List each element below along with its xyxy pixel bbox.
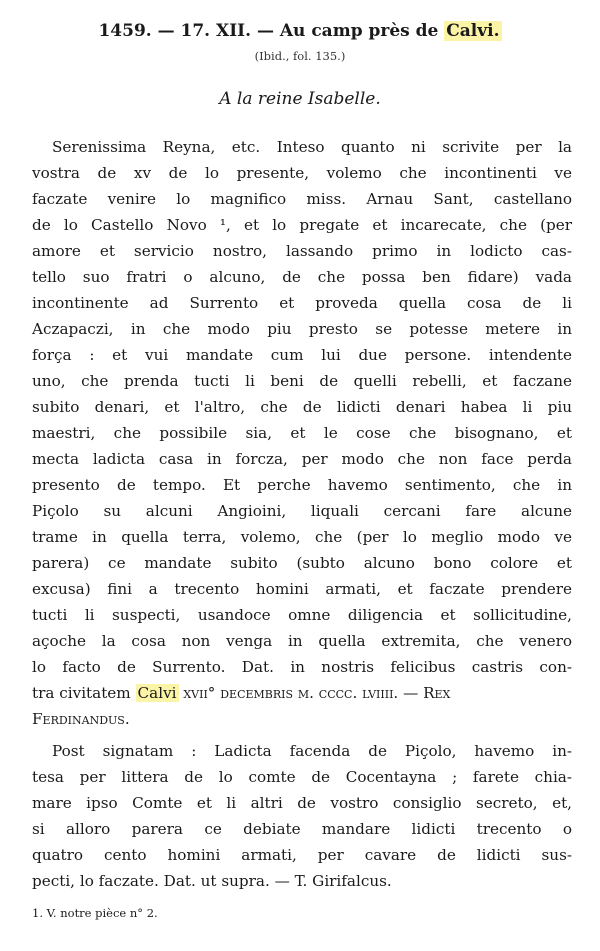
body-line: tucti li suspecti, usandoce omne diligencia et sollicitudine, (32, 606, 572, 624)
body-line: lo facto de Surrento. Dat. in nostris felicibus castris con- (32, 658, 572, 676)
postscript-line: tesa per littera de lo comte de Cocentayna ; farete chia- (32, 768, 572, 786)
body-line: Serenissima Reyna, etc. Inteso quanto ni scrivite per la (52, 138, 572, 156)
body-line: trame in quella terra, volemo, che (per lo meglio modo ve (32, 528, 572, 546)
body-line: força : et vui mandate cum lui due persone. intendente (32, 346, 572, 364)
body-line: uno, che prenda tucti li beni de quelli rebelli, et faczane (32, 372, 572, 390)
source-reference: (Ibid., fol. 135.) (254, 49, 346, 63)
body-line: de lo Castello Novo ¹, et lo pregate et incarecate, che (per (32, 216, 572, 234)
body-line: Aczapaczi, in che modo piu presto se potesse metere in (32, 320, 572, 338)
body-line: subito denari, et l'altro, che de lidicti denari habea li piu (32, 398, 572, 416)
postscript-line: Post signatam : Ladicta facenda de Piçolo, havemo in- (52, 742, 572, 760)
postscript-line: mare ipso Comte et li altri de vostro consiglio secreto, et, (32, 794, 572, 812)
letter-address: A la reine Isabelle. (219, 89, 381, 109)
body-line: parera) ce mandate subito (subto alcuno bono colore et (32, 554, 572, 572)
body-line: faczate venire lo magnifico miss. Arnau Sant, castellano (32, 190, 572, 208)
body-line: amore et servicio nostro, lassando primo in lodicto cas- (32, 242, 572, 260)
date-line-before: tra civitatem (32, 684, 136, 702)
highlighted-place: Calvi. (446, 21, 500, 41)
footnote: 1. V. notre pièce n° 2. (32, 906, 158, 920)
postscript-line: quatro cento homini armati, per cavare de lidicti sus- (32, 846, 572, 864)
body-line: incontinente ad Surrento et proveda quella cosa de li (32, 294, 572, 312)
heading-prefix: 1459. — 17. XII. — Au camp près de (98, 21, 445, 41)
date-line (32, 680, 572, 706)
body-line: presento de tempo. Et perche havemo sentimento, che in (32, 476, 572, 494)
signature: Ferdinandus. (32, 710, 130, 728)
body-line: tello suo fratri o alcuno, de che possa ben fidare) vada (32, 268, 572, 286)
document-heading (0, 18, 600, 44)
postscript-line: si alloro parera ce debiate mandare lidicti trecento o (32, 820, 572, 838)
body-line: mecta ladicta casa in forcza, per modo che non face perda (32, 450, 572, 468)
body-line: açoche la cosa non venga in quella extremita, che venero (32, 632, 572, 650)
body-line: maestri, che possibile sia, et le cose che bisognano, et (32, 424, 572, 442)
date-line-after: xvii° decembris m. cccc. lviiii. — Rex (178, 684, 451, 702)
body-line: excusa) fini a trecento homini armati, et faczate prendere (32, 580, 572, 598)
highlighted-place: Calvi (137, 684, 177, 702)
body-line: Piçolo su alcuni Angioini, liquali cercani fare alcune (32, 502, 572, 520)
postscript-line: pecti, lo faczate. Dat. ut supra. — T. Girifalcus. (32, 872, 392, 890)
body-line: vostra de xv de lo presente, volemo che incontinenti ve (32, 164, 572, 182)
